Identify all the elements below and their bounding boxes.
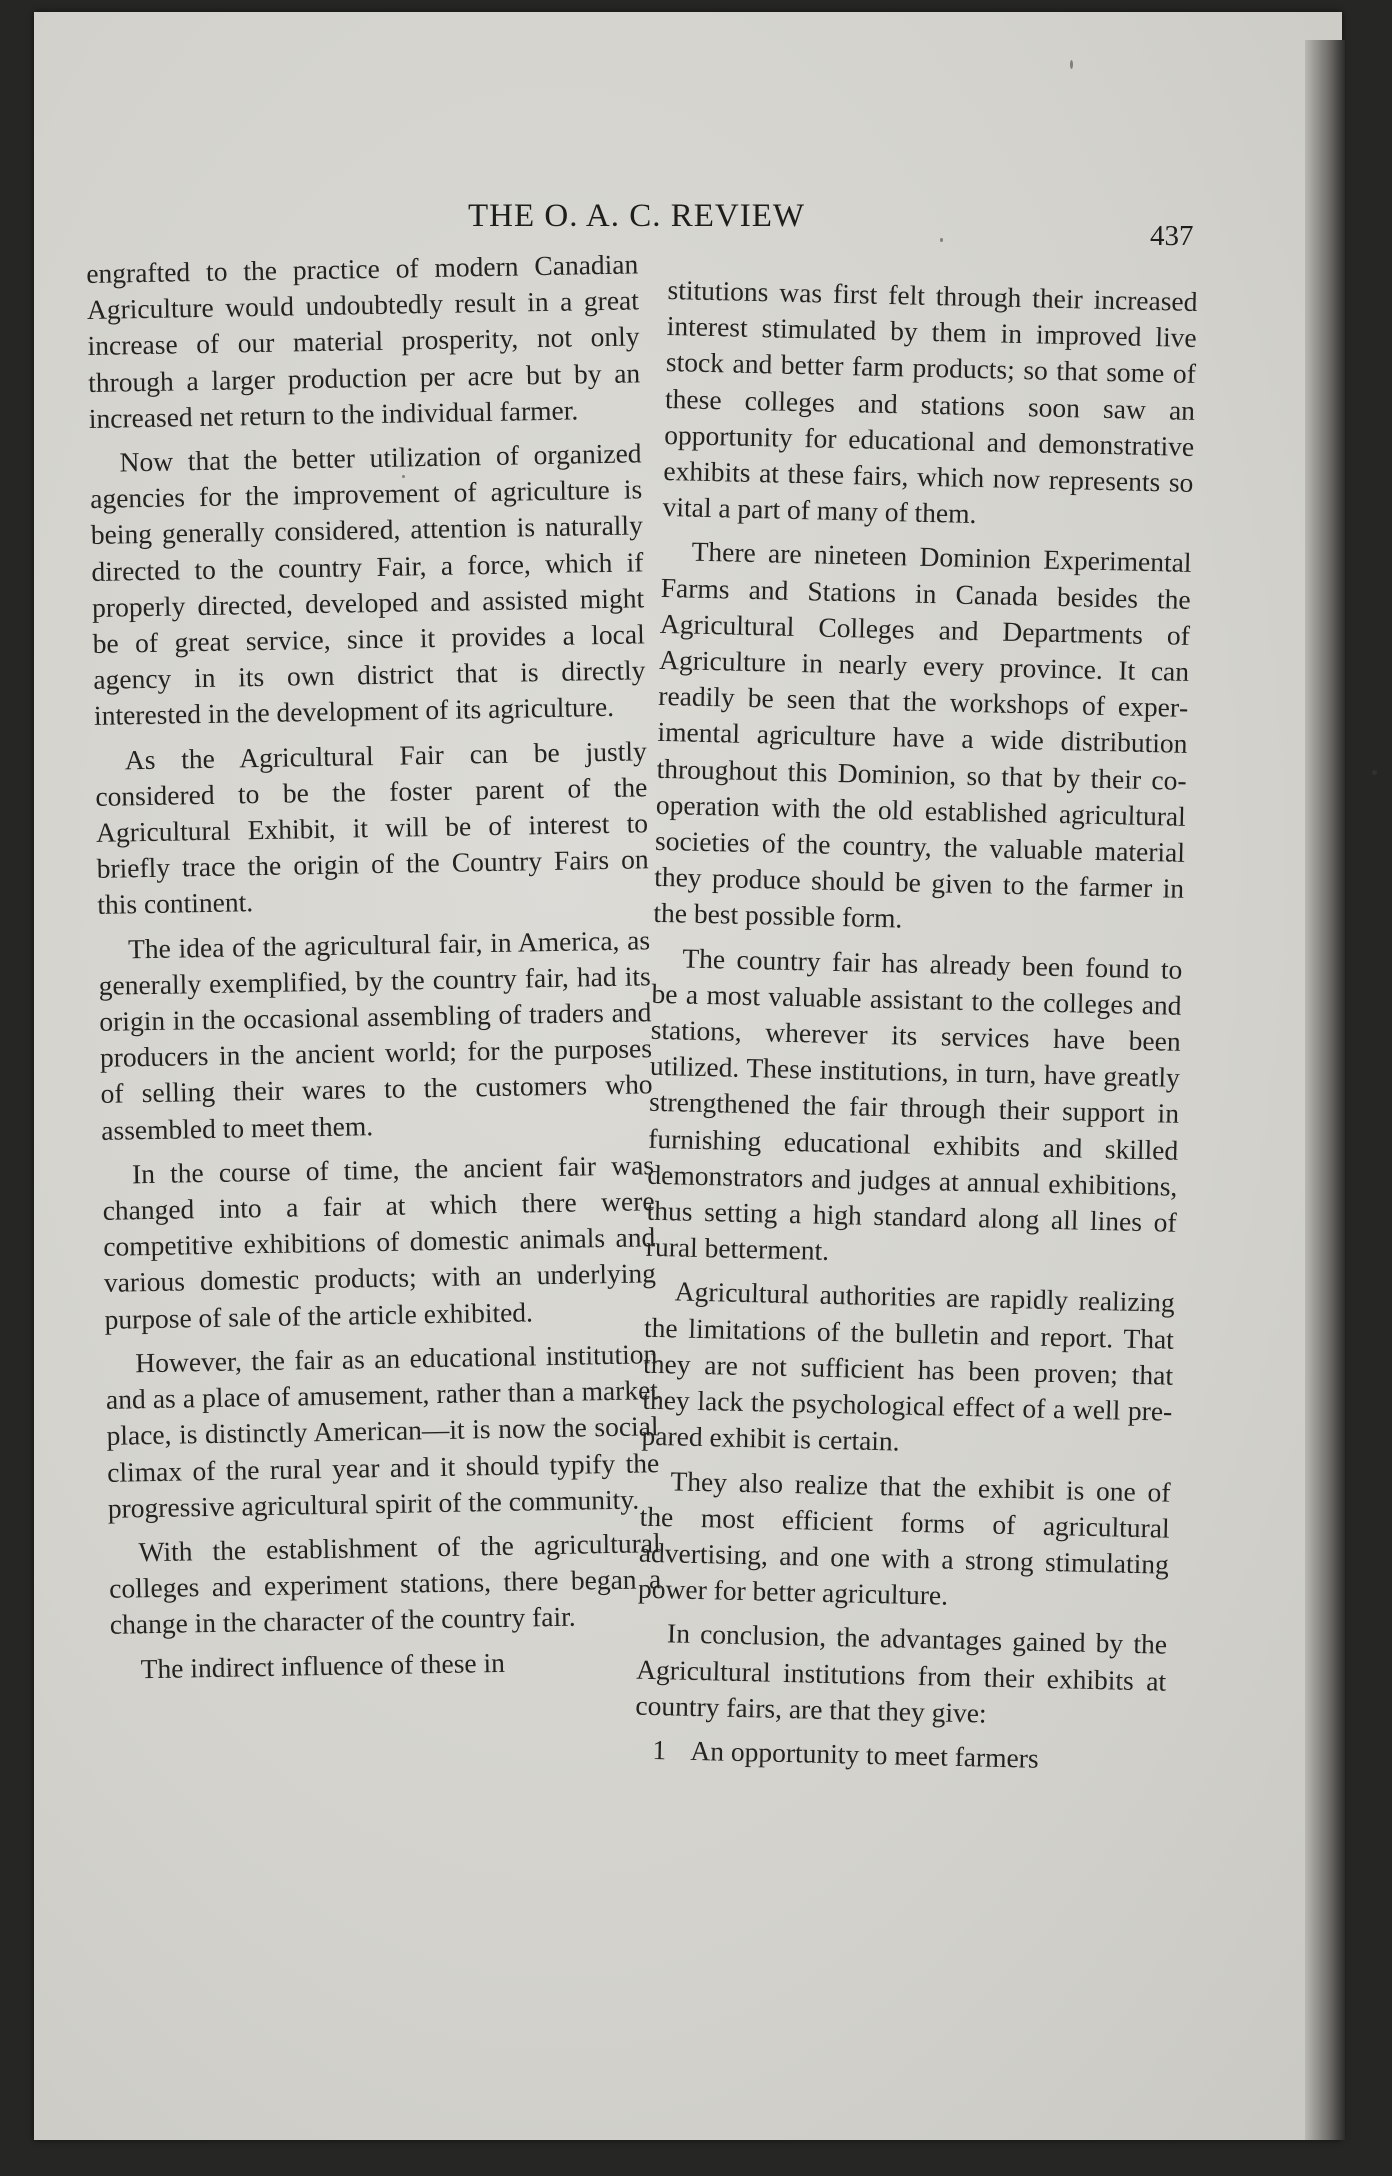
page-header — [0, 198, 1392, 252]
paragraph: However, the fair as an educational institution and as a place of amusement, rather than a market place, is distinctly American—it is now the social climax of the rural year and it should typify the progressive agricultural spirit of the community. — [105, 1338, 660, 1524]
left-column — [86, 246, 663, 1695]
paragraph: There are nineteen Dominion Experimental Farms and Stations in Canada besides the Agricultural Colleges and Departments of Agriculture in nearly every province. It can readily be seen that the workshops of experimental agriculture have a wide distribution throughout this Dominion, so that by their co-operation with the old established agricultural societies of the country, the valuable material they produce should be given to the farmer in the best possible form. — [653, 536, 1192, 934]
scan-speck — [1372, 770, 1377, 775]
right-column — [634, 272, 1198, 1788]
paragraph: The idea of the agricultural fair, in America, as generally exemplified, by the country fair, had its origin in the occasional assembling of traders and producers in the ancient world; for the purposes of selling their wares to the customers who assembled to meet them. — [98, 923, 653, 1146]
running-title: THE O. A. C. REVIEW — [468, 198, 806, 234]
scan-speck — [1070, 60, 1073, 69]
paragraph: With the establishment of the agricultural colleges and experiment stations, there began a change in the character of the country fair. — [108, 1527, 662, 1641]
paragraph: In the course of time, the ancient fair was changed into a fair at which there were competitive exhibitions of domestic animals and various domestic products; with an underlying purpose of sale of the article exhibited. — [102, 1149, 657, 1335]
paragraph: In conclusion, the advantages gained by the Agricultural institutions from their exhibits at country fairs, are that they give: — [635, 1617, 1168, 1729]
list-item — [634, 1732, 1165, 1780]
paragraph: Now that the better utilization of organized agencies for the improvement of agriculture is being generally considered, attention is naturally directed to the country Fair, a force, which if properly directed, developed and assisted might be of great service, since it provides a local agency in its own district that is directly interested in the development of its agriculture. — [89, 437, 646, 732]
paragraph: Agricultural authorities are rapidly realizing the limitations of the bulletin and report. That they are not sufficient has been proven; that they lack the psychological effect of a well prepared exhibit is certain. — [641, 1275, 1176, 1457]
paragraph: stitutions was first felt through their increased interest stimulated by them in improved live stock and better farm products; so that some of these colleges and stations soon saw an opportunity for educational and demonstrative exhibits at these fairs, which now represents so vital a part of many of them. — [662, 273, 1198, 530]
list-item-text: An opportunity to meet farmers — [690, 1734, 1039, 1774]
page-number: 437 — [1150, 220, 1194, 252]
paragraph: As the Agricultural Fair can be justly considered to be the foster parent of the Agricultural Exhibit, it will be of interest to briefly trace the origin of the Country Fairs on this continent. — [95, 734, 649, 921]
paragraph: The indirect influence of these in — [140, 1646, 506, 1684]
paragraph: engrafted to the practice of modern Canadian Agriculture would undoubtedly result in a great increase of our material prosperity, not only through a larger production per acre but by an increased net return to the individual farmer. — [86, 248, 641, 434]
paragraph: The country fair has already been found to be a most valuable assistant to the colleges and stations, wherever its services have been utilized. These institutions, in turn, have greatly strengthened the fair through their support in furnishing educational exhibits and skilled demonstrators and judges at annual exhibitions, thus setting a high standard along all lines of rural betterment. — [645, 942, 1183, 1267]
page-edge-shadow — [1305, 40, 1345, 2140]
paragraph: They also realize that the exhibit is one of the most efficient forms of agricultural advertising, and one with a strong stimulating power for better agriculture. — [637, 1464, 1171, 1611]
list-item-number: 1 — [652, 1733, 667, 1766]
